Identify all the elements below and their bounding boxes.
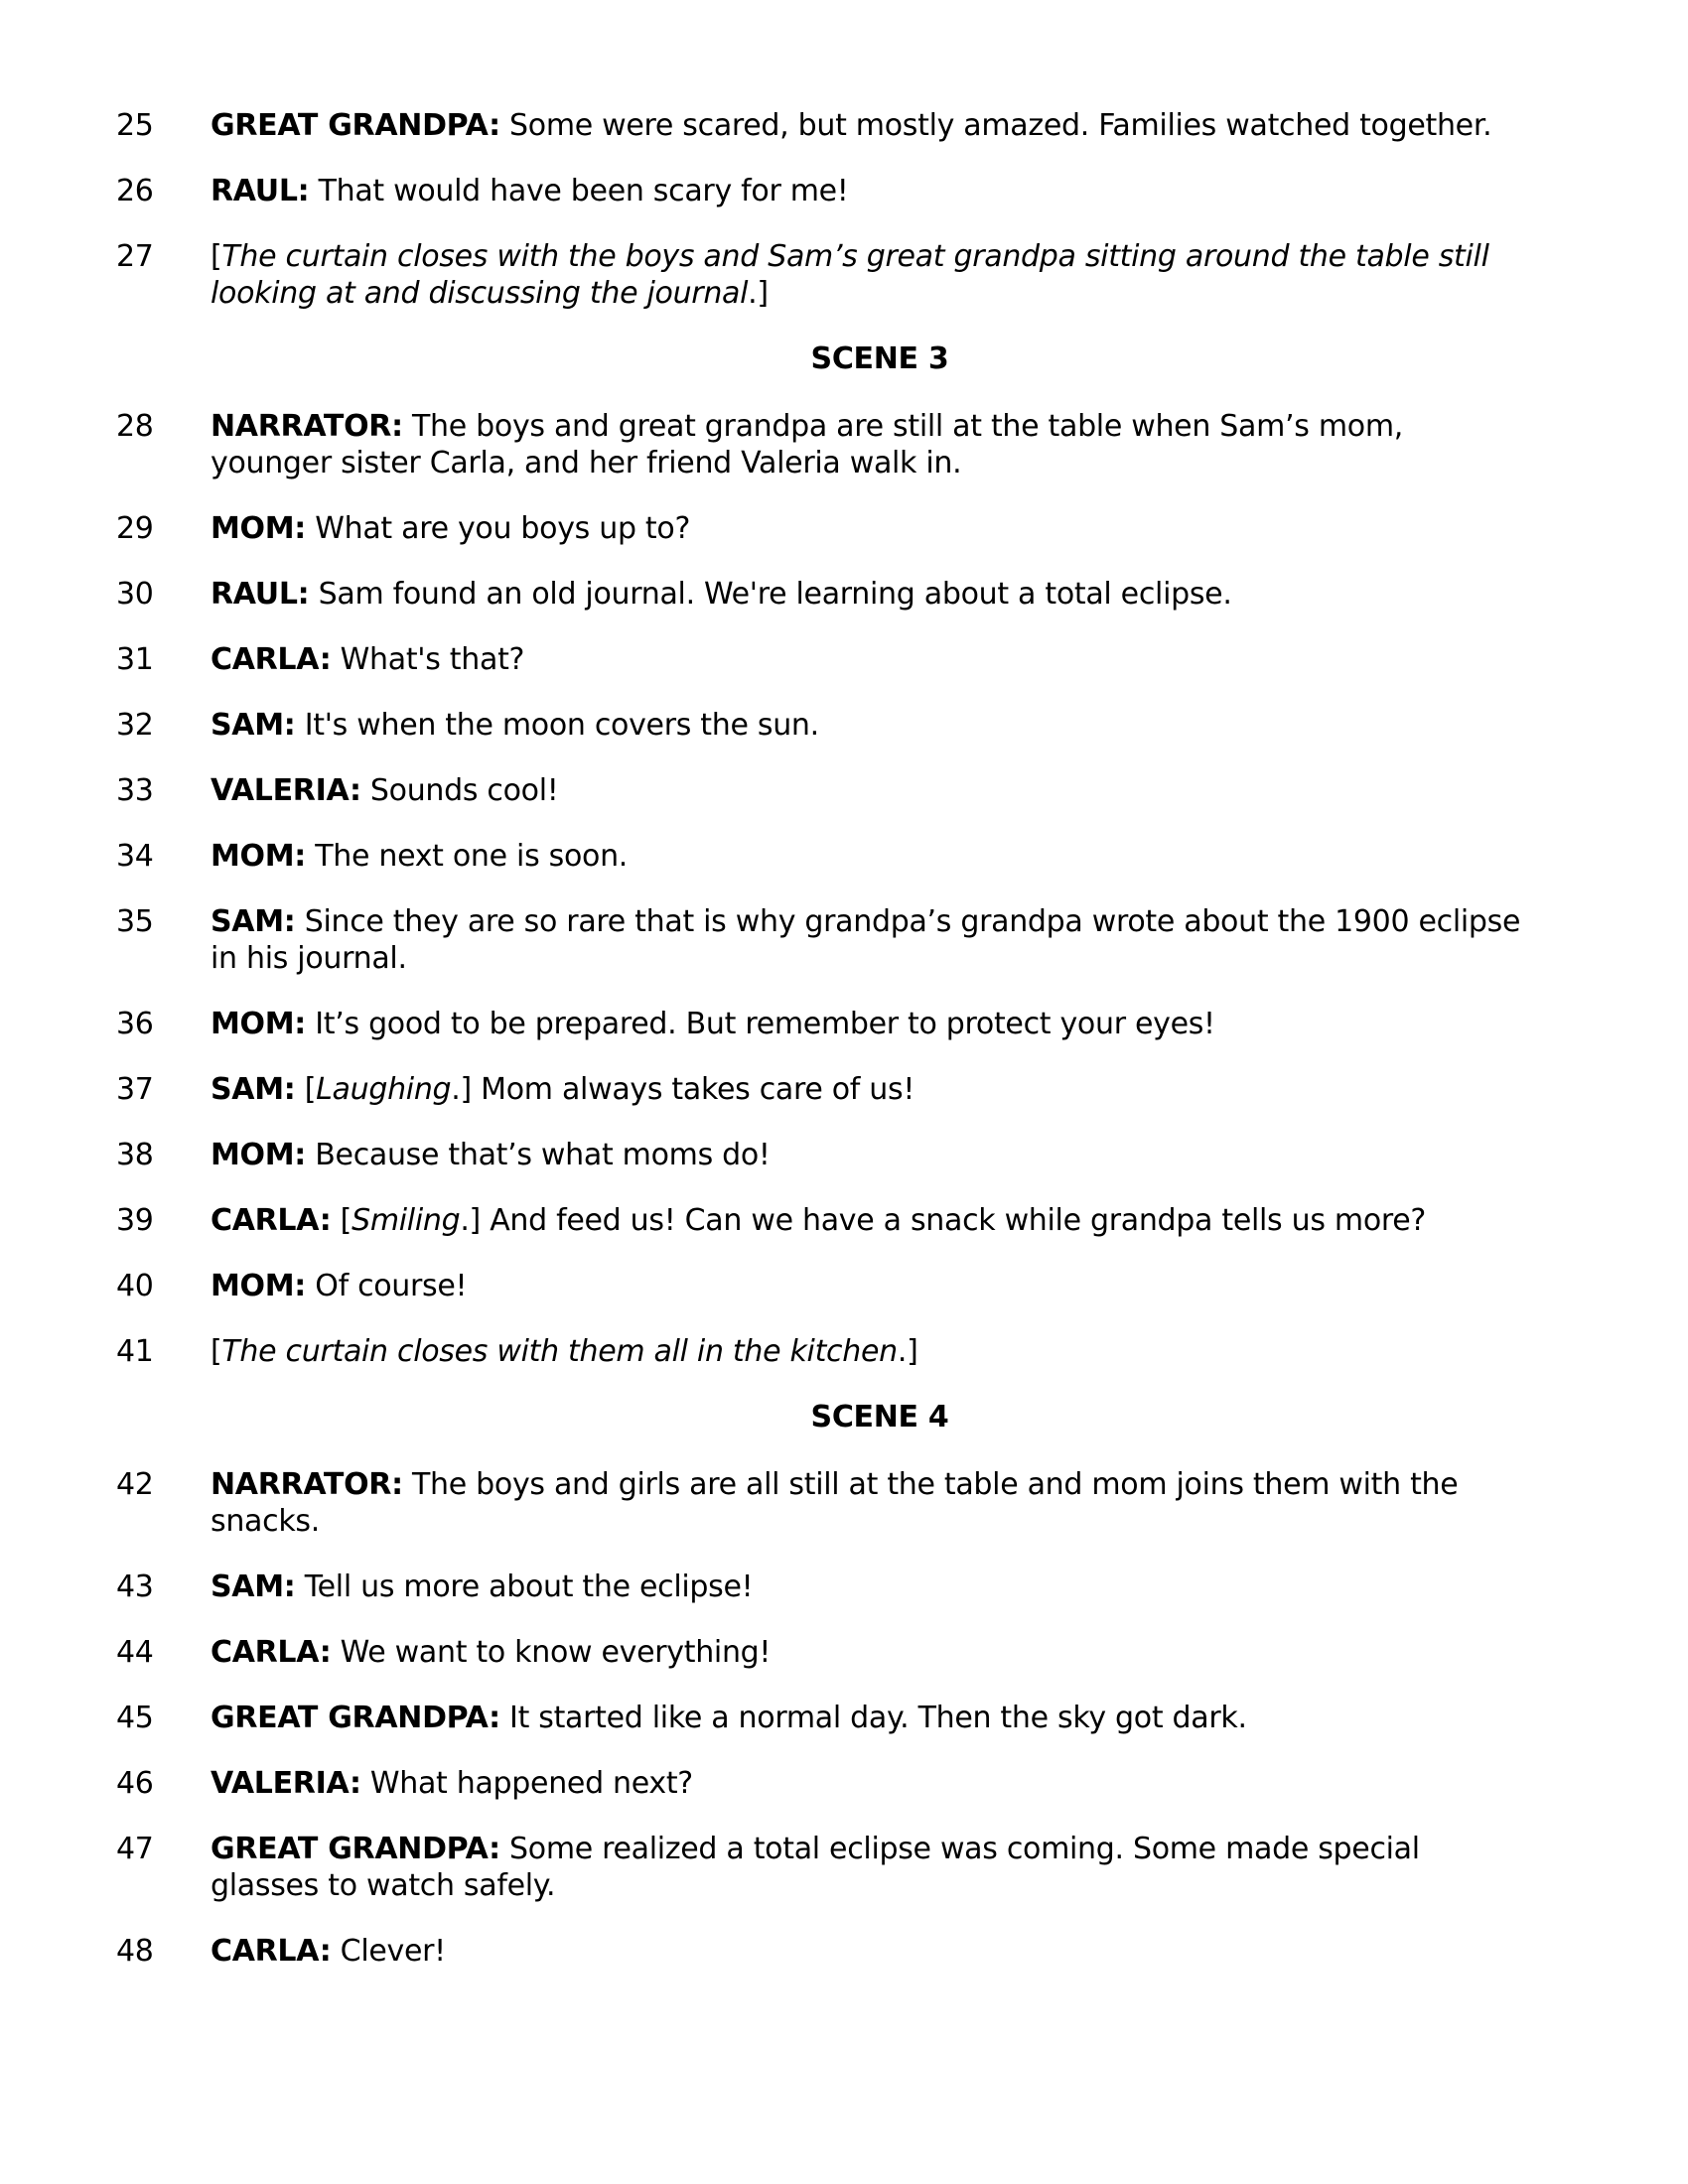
dialogue-text: That would have been scary for me! [309, 174, 849, 208]
script-line [116, 1333, 1628, 1370]
script-line [116, 1634, 1628, 1671]
dialogue-text: What are you boys up to? [306, 511, 691, 546]
line-text [211, 903, 1628, 977]
line-text [211, 173, 1628, 209]
line-text [211, 1466, 1628, 1540]
line-number: 46 [116, 1766, 154, 1801]
speaker-label: NARRATOR: [211, 409, 403, 444]
dialogue-text: It started like a normal day. Then the sky got dark. [499, 1701, 1247, 1735]
line-text [211, 1700, 1628, 1736]
line-text [211, 510, 1628, 547]
line-text [211, 1268, 1628, 1304]
dialogue-text: snacks. [211, 1504, 320, 1539]
dialogue-text: Sounds cool! [360, 773, 559, 808]
line-number: 45 [116, 1701, 154, 1735]
script-line [116, 1831, 1628, 1904]
dialogue-text: [ [331, 1203, 352, 1238]
dialogue-text: The boys and girls are all still at the table and mom joins them with the [402, 1467, 1459, 1502]
dialogue-text: Of course! [306, 1269, 468, 1303]
line-number: 36 [116, 1007, 154, 1041]
line-number: 34 [116, 839, 154, 874]
dialogue-text: Some realized a total eclipse was coming. Some made special [499, 1832, 1420, 1866]
dialogue-text: [ [211, 1334, 222, 1369]
script-line [116, 707, 1628, 744]
line-text [211, 772, 1628, 809]
line-number: 43 [116, 1570, 154, 1604]
line-text [211, 1137, 1628, 1173]
dialogue-text: What happened next? [360, 1766, 693, 1801]
dialogue-text: Some were scared, but mostly amazed. Families watched together. [499, 108, 1492, 143]
speaker-label: MOM: [211, 1138, 307, 1172]
script-line [116, 1202, 1628, 1239]
dialogue-text: .] Mom always takes care of us! [451, 1072, 915, 1107]
line-number: 33 [116, 773, 154, 808]
speaker-label: VALERIA: [211, 1766, 361, 1801]
dialogue-text: .] [897, 1334, 918, 1369]
script-line [116, 1006, 1628, 1042]
line-text [211, 707, 1628, 744]
script-line [116, 1569, 1628, 1605]
speaker-label: CARLA: [211, 1934, 332, 1969]
dialogue-text: Tell us more about the eclipse! [295, 1570, 754, 1604]
script-line [116, 838, 1628, 875]
script-line [116, 641, 1628, 678]
script-line [116, 1466, 1628, 1540]
dialogue-text: Because that’s what moms do! [306, 1138, 771, 1172]
speaker-label: SAM: [211, 1072, 296, 1107]
stage-direction-text: The curtain closes with the boys and Sam’s great grandpa sitting around the table still [221, 239, 1489, 274]
dialogue-text: The next one is soon. [306, 839, 629, 874]
dialogue-text: in his journal. [211, 941, 407, 976]
dialogue-text: It's when the moon covers the sun. [295, 708, 819, 743]
speaker-label: SAM: [211, 708, 296, 743]
script-line [116, 1765, 1628, 1802]
script-line [116, 1933, 1628, 1970]
dialogue-text: We want to know everything! [331, 1635, 772, 1670]
script-line [116, 1071, 1628, 1108]
stage-direction-text: Laughing [316, 1072, 452, 1107]
stage-direction-text: Smiling [352, 1203, 461, 1238]
line-number: 38 [116, 1138, 154, 1172]
dialogue-text: .] And feed us! Can we have a snack while grandpa tells us more? [460, 1203, 1427, 1238]
line-number: 35 [116, 904, 154, 939]
dialogue-text: Clever! [331, 1934, 446, 1969]
line-number: 29 [116, 511, 154, 546]
speaker-label: GREAT GRANDPA: [211, 1832, 500, 1866]
line-text [211, 838, 1628, 875]
speaker-label: MOM: [211, 511, 307, 546]
line-text [211, 1634, 1628, 1671]
script-line [116, 107, 1628, 144]
speaker-label: NARRATOR: [211, 1467, 403, 1502]
line-text [211, 576, 1628, 613]
line-number: 25 [116, 108, 154, 143]
dialogue-text: younger sister Carla, and her friend Valeria walk in. [211, 446, 962, 480]
line-text [211, 1333, 1628, 1370]
line-text [211, 107, 1628, 144]
line-text [211, 1202, 1628, 1239]
dialogue-text: glasses to watch safely. [211, 1868, 556, 1903]
line-number: 28 [116, 409, 154, 444]
dialogue-text: Sam found an old journal. We're learning about a total eclipse. [309, 577, 1232, 612]
line-number: 42 [116, 1467, 154, 1502]
dialogue-text: The boys and great grandpa are still at the table when Sam’s mom, [402, 409, 1403, 444]
speaker-label: RAUL: [211, 577, 310, 612]
script-line [116, 408, 1628, 481]
script-line [116, 903, 1628, 977]
line-number: 47 [116, 1832, 154, 1866]
line-text [211, 1765, 1628, 1802]
dialogue-text: .] [748, 276, 769, 311]
line-number: 44 [116, 1635, 154, 1670]
script-line [116, 576, 1628, 613]
speaker-label: CARLA: [211, 1635, 332, 1670]
line-number: 39 [116, 1203, 154, 1238]
line-text [211, 1071, 1628, 1108]
speaker-label: MOM: [211, 1269, 307, 1303]
line-number: 48 [116, 1934, 154, 1969]
script-line [116, 772, 1628, 809]
dialogue-text: [ [295, 1072, 317, 1107]
speaker-label: SAM: [211, 1570, 296, 1604]
line-number: 41 [116, 1334, 154, 1369]
line-number: 31 [116, 642, 154, 677]
script-line [116, 1137, 1628, 1173]
speaker-label: VALERIA: [211, 773, 361, 808]
stage-direction-text: The curtain closes with them all in the kitchen [221, 1334, 898, 1369]
speaker-label: GREAT GRANDPA: [211, 108, 500, 143]
line-text [211, 1006, 1628, 1042]
stage-direction-text: looking at and discussing the journal [211, 276, 749, 311]
script-line [116, 173, 1628, 209]
line-number: 26 [116, 174, 154, 208]
line-text [211, 1831, 1628, 1904]
line-text [211, 641, 1628, 678]
line-number: 32 [116, 708, 154, 743]
scene-heading: SCENE 3 [810, 341, 949, 376]
speaker-label: MOM: [211, 839, 307, 874]
speaker-label: RAUL: [211, 174, 310, 208]
speaker-label: CARLA: [211, 642, 332, 677]
dialogue-text: [ [211, 239, 222, 274]
script-line [116, 1268, 1628, 1304]
line-text [211, 408, 1628, 481]
script-line [116, 238, 1628, 312]
speaker-label: SAM: [211, 904, 296, 939]
scene-heading: SCENE 4 [810, 1400, 949, 1434]
line-text [211, 1933, 1628, 1970]
line-number: 30 [116, 577, 154, 612]
speaker-label: GREAT GRANDPA: [211, 1701, 500, 1735]
line-text [211, 1569, 1628, 1605]
speaker-label: MOM: [211, 1007, 307, 1041]
dialogue-text: What's that? [331, 642, 525, 677]
line-number: 37 [116, 1072, 154, 1107]
script-line [116, 510, 1628, 547]
line-number: 27 [116, 239, 154, 274]
speaker-label: CARLA: [211, 1203, 332, 1238]
dialogue-text: It’s good to be prepared. But remember to protect your eyes! [306, 1007, 1215, 1041]
line-number: 40 [116, 1269, 154, 1303]
script-line [116, 1700, 1628, 1736]
dialogue-text: Since they are so rare that is why grandpa’s grandpa wrote about the 1900 eclipse [295, 904, 1521, 939]
line-text [211, 238, 1628, 312]
